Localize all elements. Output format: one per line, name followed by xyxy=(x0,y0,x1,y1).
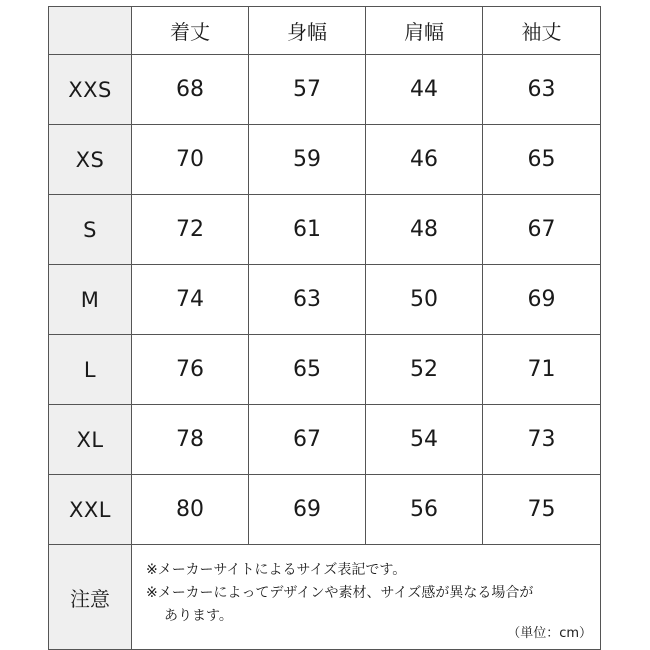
table-row xyxy=(49,405,601,475)
table-cell: 65 xyxy=(483,125,601,195)
table-row xyxy=(49,335,601,405)
note-line: ※メーカーによってデザインや素材、サイズ感が異なる場合が xyxy=(146,585,534,601)
row-label-size: L xyxy=(49,335,132,405)
notes-row xyxy=(49,545,601,650)
header-corner-cell xyxy=(49,7,132,55)
table-cell: 70 xyxy=(132,125,249,195)
table-cell: 54 xyxy=(366,405,483,475)
column-header-sleeve-length: 袖丈 xyxy=(483,7,601,55)
row-label-size: XXS xyxy=(49,55,132,125)
table-cell: 67 xyxy=(249,405,366,475)
table-cell: 57 xyxy=(249,55,366,125)
header-row xyxy=(49,7,601,55)
table-cell: 65 xyxy=(249,335,366,405)
table-cell: 61 xyxy=(249,195,366,265)
table-row xyxy=(49,55,601,125)
table-cell: 46 xyxy=(366,125,483,195)
table-cell: 71 xyxy=(483,335,601,405)
row-label-size: XXL xyxy=(49,475,132,545)
table-cell: 75 xyxy=(483,475,601,545)
row-label-size: XL xyxy=(49,405,132,475)
table-cell: 80 xyxy=(132,475,249,545)
table-cell: 63 xyxy=(483,55,601,125)
row-label-size: XS xyxy=(49,125,132,195)
table-row xyxy=(49,265,601,335)
column-header-shoulder-width: 肩幅 xyxy=(366,7,483,55)
table-cell: 59 xyxy=(249,125,366,195)
table-cell: 68 xyxy=(132,55,249,125)
note-line: ※メーカーサイトによるサイズ表記です。 xyxy=(146,562,407,578)
size-chart-table xyxy=(48,6,601,650)
table-cell: 63 xyxy=(249,265,366,335)
table-cell: 69 xyxy=(483,265,601,335)
row-label-size: S xyxy=(49,195,132,265)
table-cell: 44 xyxy=(366,55,483,125)
unit-note: （単位：cm） xyxy=(507,626,592,641)
table-cell: 50 xyxy=(366,265,483,335)
table-cell: 67 xyxy=(483,195,601,265)
notes-body xyxy=(132,545,600,628)
table-cell: 56 xyxy=(366,475,483,545)
notes-cell xyxy=(132,545,601,650)
column-header-body-width: 身幅 xyxy=(249,7,366,55)
table-row xyxy=(49,125,601,195)
row-label-size: M xyxy=(49,265,132,335)
column-header-length: 着丈 xyxy=(132,7,249,55)
table-cell: 69 xyxy=(249,475,366,545)
table-cell: 76 xyxy=(132,335,249,405)
table-cell: 78 xyxy=(132,405,249,475)
table-cell: 73 xyxy=(483,405,601,475)
note-line: あります。 xyxy=(164,608,233,624)
table-cell: 74 xyxy=(132,265,249,335)
table-cell: 48 xyxy=(366,195,483,265)
notes-label: 注意 xyxy=(49,545,132,650)
table-cell: 72 xyxy=(132,195,249,265)
table-cell: 52 xyxy=(366,335,483,405)
table-row xyxy=(49,475,601,545)
table-row xyxy=(49,195,601,265)
